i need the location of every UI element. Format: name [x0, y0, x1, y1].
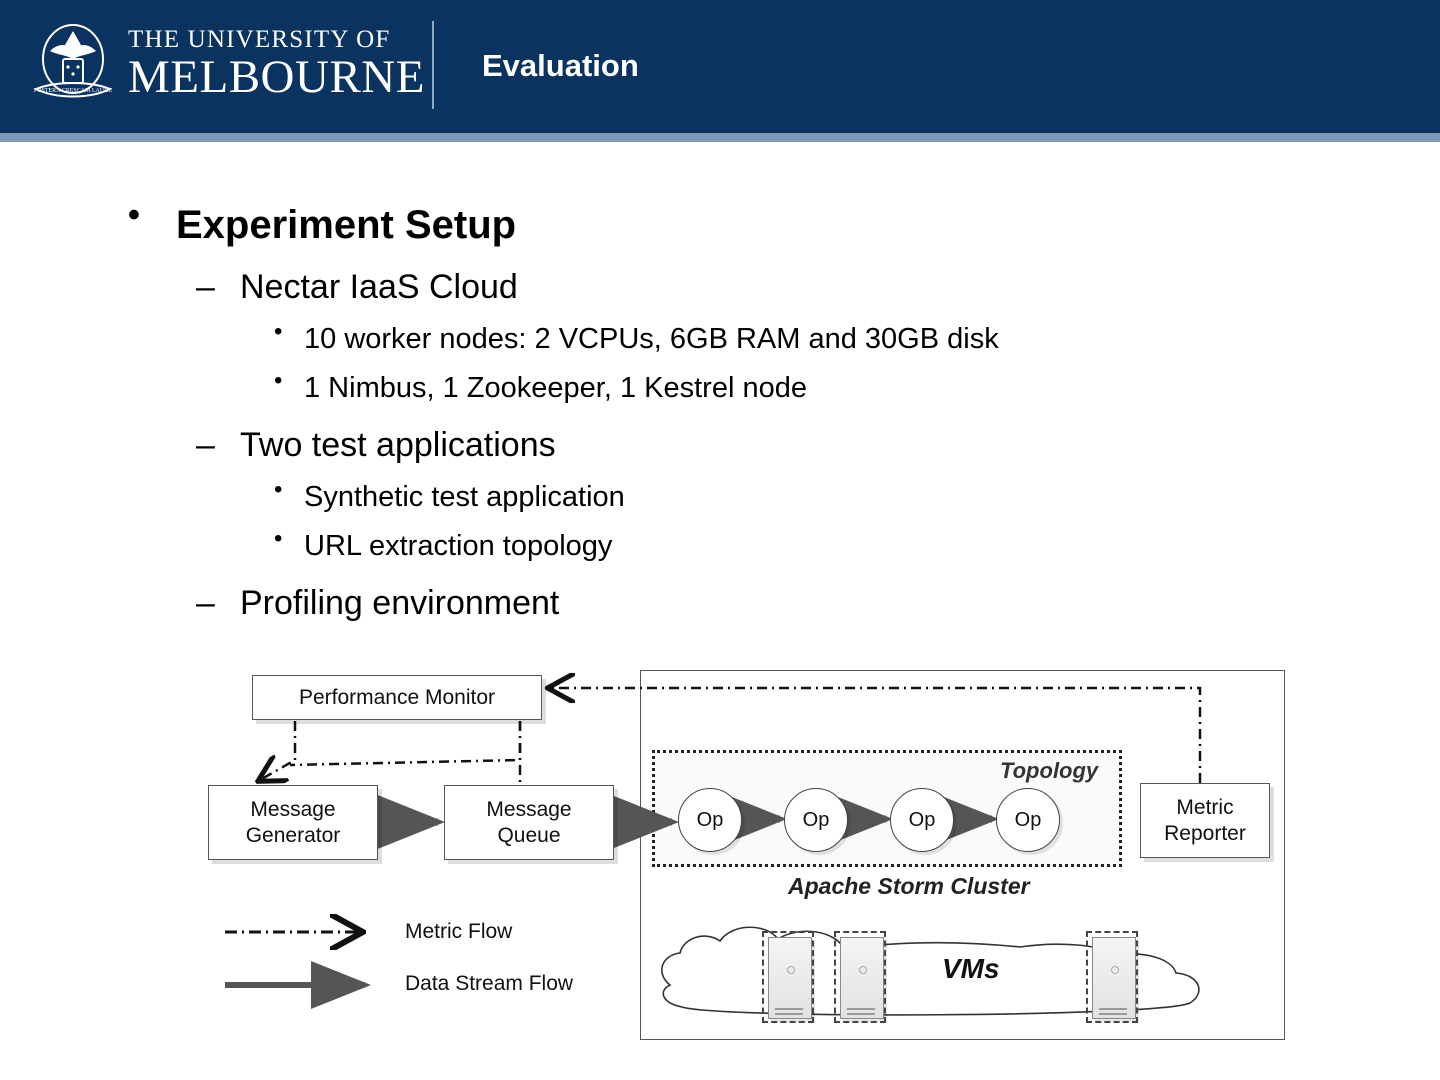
- bullet-url-extraction-topology: • URL extraction topology: [272, 530, 1440, 563]
- operator-node-1: [678, 788, 742, 852]
- message-generator-line-1: Message: [250, 798, 336, 822]
- message-queue-line-1: Message: [486, 798, 572, 822]
- legend-data-stream-flow-label: Data Stream Flow: [405, 972, 574, 995]
- university-line-2: MELBOURNE: [128, 51, 425, 103]
- apache-storm-cluster-label: Apache Storm Cluster: [788, 873, 1030, 899]
- page-title: Evaluation: [482, 48, 639, 83]
- bullet-two-test-applications: – Two test applications: [196, 426, 1440, 465]
- bullet-synthetic-test-application: • Synthetic test application: [272, 481, 1440, 514]
- metric-reporter-line-1: Metric: [1176, 796, 1234, 820]
- operator-label-1: Op: [696, 808, 724, 831]
- vm-boundary-2: [834, 931, 886, 1023]
- performance-monitor-node: [252, 675, 542, 720]
- vm-boundary-3: [1086, 931, 1138, 1023]
- message-generator-label: [246, 797, 341, 847]
- university-line-1: THE UNIVERSITY OF: [128, 26, 391, 53]
- bullet-nimbus-zookeeper-kestrel: • 1 Nimbus, 1 Zookeeper, 1 Kestrel node: [272, 372, 1440, 405]
- vm-boundary-1: [762, 931, 814, 1023]
- bullet-nectar-iaas-cloud: – Nectar IaaS Cloud: [196, 268, 1440, 307]
- operator-label-3: Op: [908, 808, 936, 831]
- performance-monitor-label: Performance Monitor: [298, 685, 496, 709]
- operator-node-3: [890, 788, 954, 852]
- vms-label: VMs: [942, 953, 1000, 984]
- crest-motto-text: POSTERA CRESCAM LAUDE: [33, 88, 113, 94]
- message-generator-node: [208, 785, 378, 860]
- slide-body: [0, 142, 1440, 623]
- university-wordmark: [128, 27, 425, 101]
- metric-reporter-label: [1164, 795, 1246, 845]
- bullet-worker-nodes: • 10 worker nodes: 2 VCPUs, 6GB RAM and 30GB disk: [272, 323, 1440, 356]
- university-crest-icon: [30, 19, 116, 109]
- operator-label-4: Op: [1014, 808, 1042, 831]
- header-divider: [432, 21, 434, 109]
- bullet-level1: • Experiment Setup: [124, 202, 1440, 248]
- topology-label: Topology: [1000, 758, 1099, 783]
- message-queue-label: [486, 797, 571, 847]
- message-generator-line-2: Generator: [245, 823, 341, 847]
- message-queue-line-2: Queue: [497, 823, 561, 847]
- profiling-environment-diagram: [200, 655, 1300, 1055]
- operator-label-2: Op: [802, 808, 830, 831]
- metric-reporter-node: [1140, 783, 1270, 858]
- message-queue-node: [444, 785, 614, 860]
- legend-metric-flow-label: Metric Flow: [405, 920, 513, 943]
- header-accent-rule: [0, 133, 1440, 142]
- university-logo: [30, 14, 425, 114]
- operator-node-4: [996, 788, 1060, 852]
- metric-reporter-line-2: Reporter: [1164, 821, 1246, 845]
- bullet-profiling-environment: – Profiling environment: [196, 584, 1440, 623]
- operator-node-2: [784, 788, 848, 852]
